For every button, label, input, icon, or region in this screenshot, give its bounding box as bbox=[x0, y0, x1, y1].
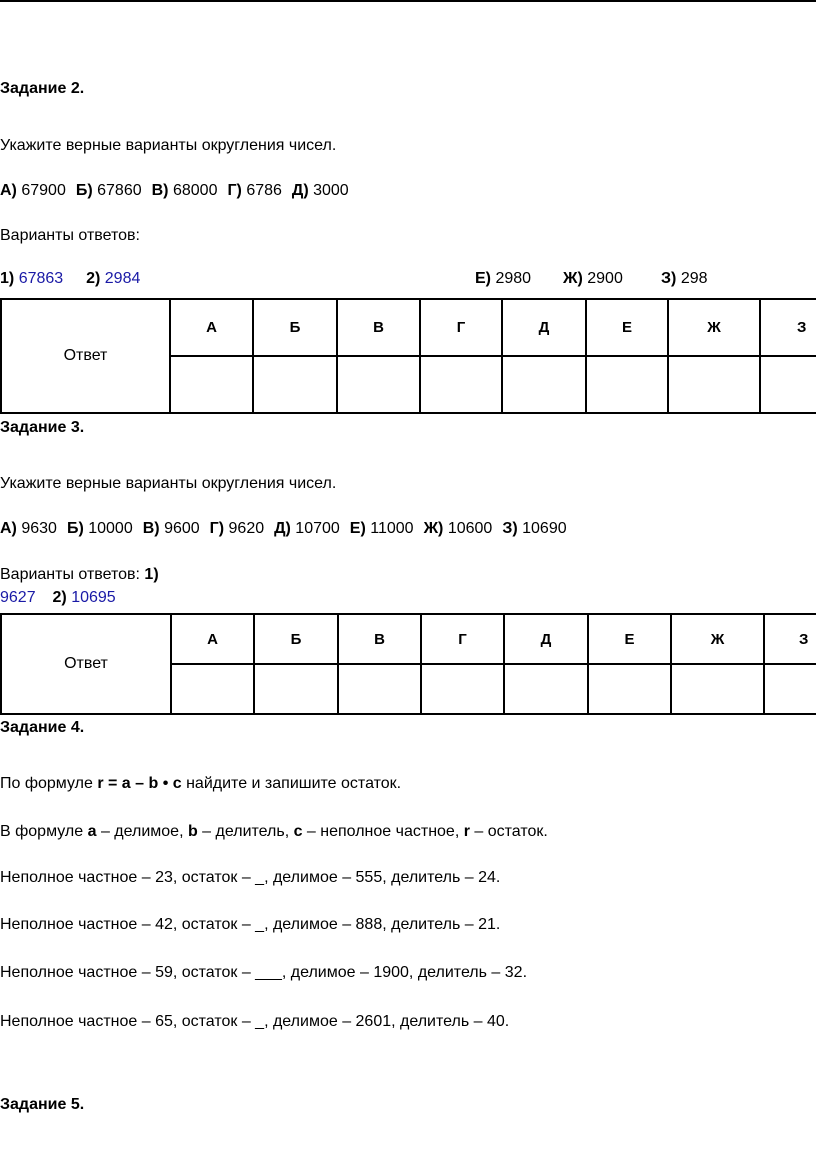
option-value: 68000 bbox=[172, 182, 218, 199]
task5-heading: Задание 5. bbox=[0, 1096, 85, 1113]
problem-line: Неполное частное – 42, остаток – _, делимое – 888, делитель – 21. bbox=[0, 916, 501, 933]
option-label: Б) bbox=[66, 520, 84, 537]
option-value: 9630 bbox=[21, 520, 57, 537]
legend-part: – делитель, bbox=[197, 823, 294, 840]
column-header: З bbox=[764, 614, 816, 664]
legend-part: В формуле bbox=[0, 823, 88, 840]
option-value: 6786 bbox=[246, 182, 282, 199]
task2-extra-option bbox=[475, 269, 531, 289]
number-value: 67863 bbox=[18, 270, 64, 287]
option-label: Г) bbox=[227, 182, 242, 199]
option-label: Е) bbox=[349, 520, 366, 537]
answer-cell[interactable] bbox=[764, 664, 816, 714]
number-label: 1) bbox=[0, 270, 15, 287]
answer-cell[interactable] bbox=[420, 356, 502, 413]
column-header: Г bbox=[421, 614, 504, 664]
task3-answer-table bbox=[0, 613, 816, 715]
option-label: Е) bbox=[475, 270, 491, 287]
option-value: 9620 bbox=[228, 520, 265, 537]
answer-cell[interactable] bbox=[253, 356, 337, 413]
number-label: 2) bbox=[86, 270, 101, 287]
column-header: Б bbox=[253, 299, 337, 356]
legend-part: b bbox=[187, 823, 198, 840]
legend-part: – остаток. bbox=[469, 823, 548, 840]
answer-cell[interactable] bbox=[502, 356, 586, 413]
option-value: 10600 bbox=[447, 520, 493, 537]
number-value: 2984 bbox=[104, 270, 141, 287]
option-label: А) bbox=[0, 182, 17, 199]
option-value: 10000 bbox=[88, 520, 133, 537]
task2-answer-table bbox=[0, 298, 816, 414]
option-value: 11000 bbox=[370, 520, 414, 537]
column-header: Е bbox=[588, 614, 671, 664]
task3-numbers bbox=[0, 588, 116, 608]
answer-cell[interactable] bbox=[338, 664, 421, 714]
option-value: 2900 bbox=[587, 270, 623, 287]
task2-extra-option bbox=[661, 269, 708, 289]
option-value: 10700 bbox=[295, 520, 340, 537]
task4-legend bbox=[0, 822, 548, 842]
answer-cell[interactable] bbox=[171, 664, 254, 714]
task2-numbers bbox=[0, 269, 140, 289]
answer-cell[interactable] bbox=[504, 664, 588, 714]
option-label: В) bbox=[142, 520, 160, 537]
problem-line: Неполное частное – 65, остаток – _, делимое – 2601, делитель – 40. bbox=[0, 1013, 510, 1030]
number-value: 10695 bbox=[71, 589, 116, 606]
option-value: 2980 bbox=[495, 270, 532, 287]
task3-instruction: Укажите верные варианты округления чисел. bbox=[0, 475, 337, 492]
option-label: Д) bbox=[274, 520, 291, 537]
legend-part: – делимое, bbox=[96, 823, 188, 840]
number-label: 2) bbox=[52, 589, 67, 606]
task2-answers-label: Варианты ответов: bbox=[0, 227, 140, 244]
option-value: 67860 bbox=[97, 182, 142, 199]
answer-cell[interactable] bbox=[671, 664, 764, 714]
option-label: А) bbox=[0, 520, 17, 537]
answer-row-label: Ответ bbox=[1, 614, 171, 714]
option-label: В) bbox=[151, 182, 169, 199]
option-label: Б) bbox=[75, 182, 93, 199]
option-value: 298 bbox=[680, 270, 708, 287]
option-label: Г) bbox=[209, 520, 225, 537]
answers-label-text: Варианты ответов: bbox=[0, 566, 140, 583]
column-header: Ж bbox=[671, 614, 764, 664]
column-header: Д bbox=[504, 614, 588, 664]
answer-cell[interactable] bbox=[668, 356, 760, 413]
column-header: З bbox=[760, 299, 816, 356]
column-header: А bbox=[170, 299, 253, 356]
column-header: Б bbox=[254, 614, 338, 664]
task2-options bbox=[0, 181, 349, 201]
option-value: 3000 bbox=[313, 182, 349, 199]
column-header: Г bbox=[420, 299, 502, 356]
column-header: Ж bbox=[668, 299, 760, 356]
formula: r = a – b • c bbox=[97, 775, 182, 792]
column-header: А bbox=[171, 614, 254, 664]
task2-extra-option bbox=[563, 269, 623, 289]
column-header: В bbox=[338, 614, 421, 664]
formula-prefix: По формуле bbox=[0, 775, 93, 792]
option-label: Ж) bbox=[423, 520, 444, 537]
legend-part: a bbox=[87, 823, 97, 840]
task3-heading: Задание 3. bbox=[0, 419, 85, 436]
task3-answers-label bbox=[0, 565, 159, 585]
answer-cell[interactable] bbox=[586, 356, 668, 413]
answer-cell[interactable] bbox=[421, 664, 504, 714]
task2-instruction: Укажите верные варианты округления чисел. bbox=[0, 137, 337, 154]
legend-part: – неполное частное, bbox=[302, 823, 464, 840]
option-label: З) bbox=[502, 520, 518, 537]
task4-formula bbox=[0, 774, 401, 794]
answer-cell[interactable] bbox=[337, 356, 420, 413]
task3-options bbox=[0, 519, 567, 539]
option-label: Ж) bbox=[563, 270, 583, 287]
answer-cell[interactable] bbox=[760, 356, 816, 413]
answer-cell[interactable] bbox=[254, 664, 338, 714]
page-top-border bbox=[0, 0, 816, 2]
answer-cell[interactable] bbox=[170, 356, 253, 413]
option-value: 9600 bbox=[164, 520, 200, 537]
answer-row-label: Ответ bbox=[1, 299, 170, 413]
column-header: Д bbox=[502, 299, 586, 356]
legend-part: r bbox=[463, 823, 470, 840]
option-value: 67900 bbox=[21, 182, 66, 199]
legend-part: c bbox=[293, 823, 303, 840]
formula-suffix: найдите и запишите остаток. bbox=[186, 775, 402, 792]
option-label: Д) bbox=[291, 182, 309, 199]
task4-heading: Задание 4. bbox=[0, 719, 85, 736]
answer-cell[interactable] bbox=[588, 664, 671, 714]
number-label: 1) bbox=[144, 566, 159, 583]
task2-heading: Задание 2. bbox=[0, 80, 85, 97]
option-label: З) bbox=[661, 270, 677, 287]
column-header: В bbox=[337, 299, 420, 356]
column-header: Е bbox=[586, 299, 668, 356]
problem-line: Неполное частное – 59, остаток – ___, делимое – 1900, делитель – 32. bbox=[0, 964, 528, 981]
number-value: 9627 bbox=[0, 589, 36, 606]
problem-line: Неполное частное – 23, остаток – _, делимое – 555, делитель – 24. bbox=[0, 869, 501, 886]
option-value: 10690 bbox=[522, 520, 567, 537]
